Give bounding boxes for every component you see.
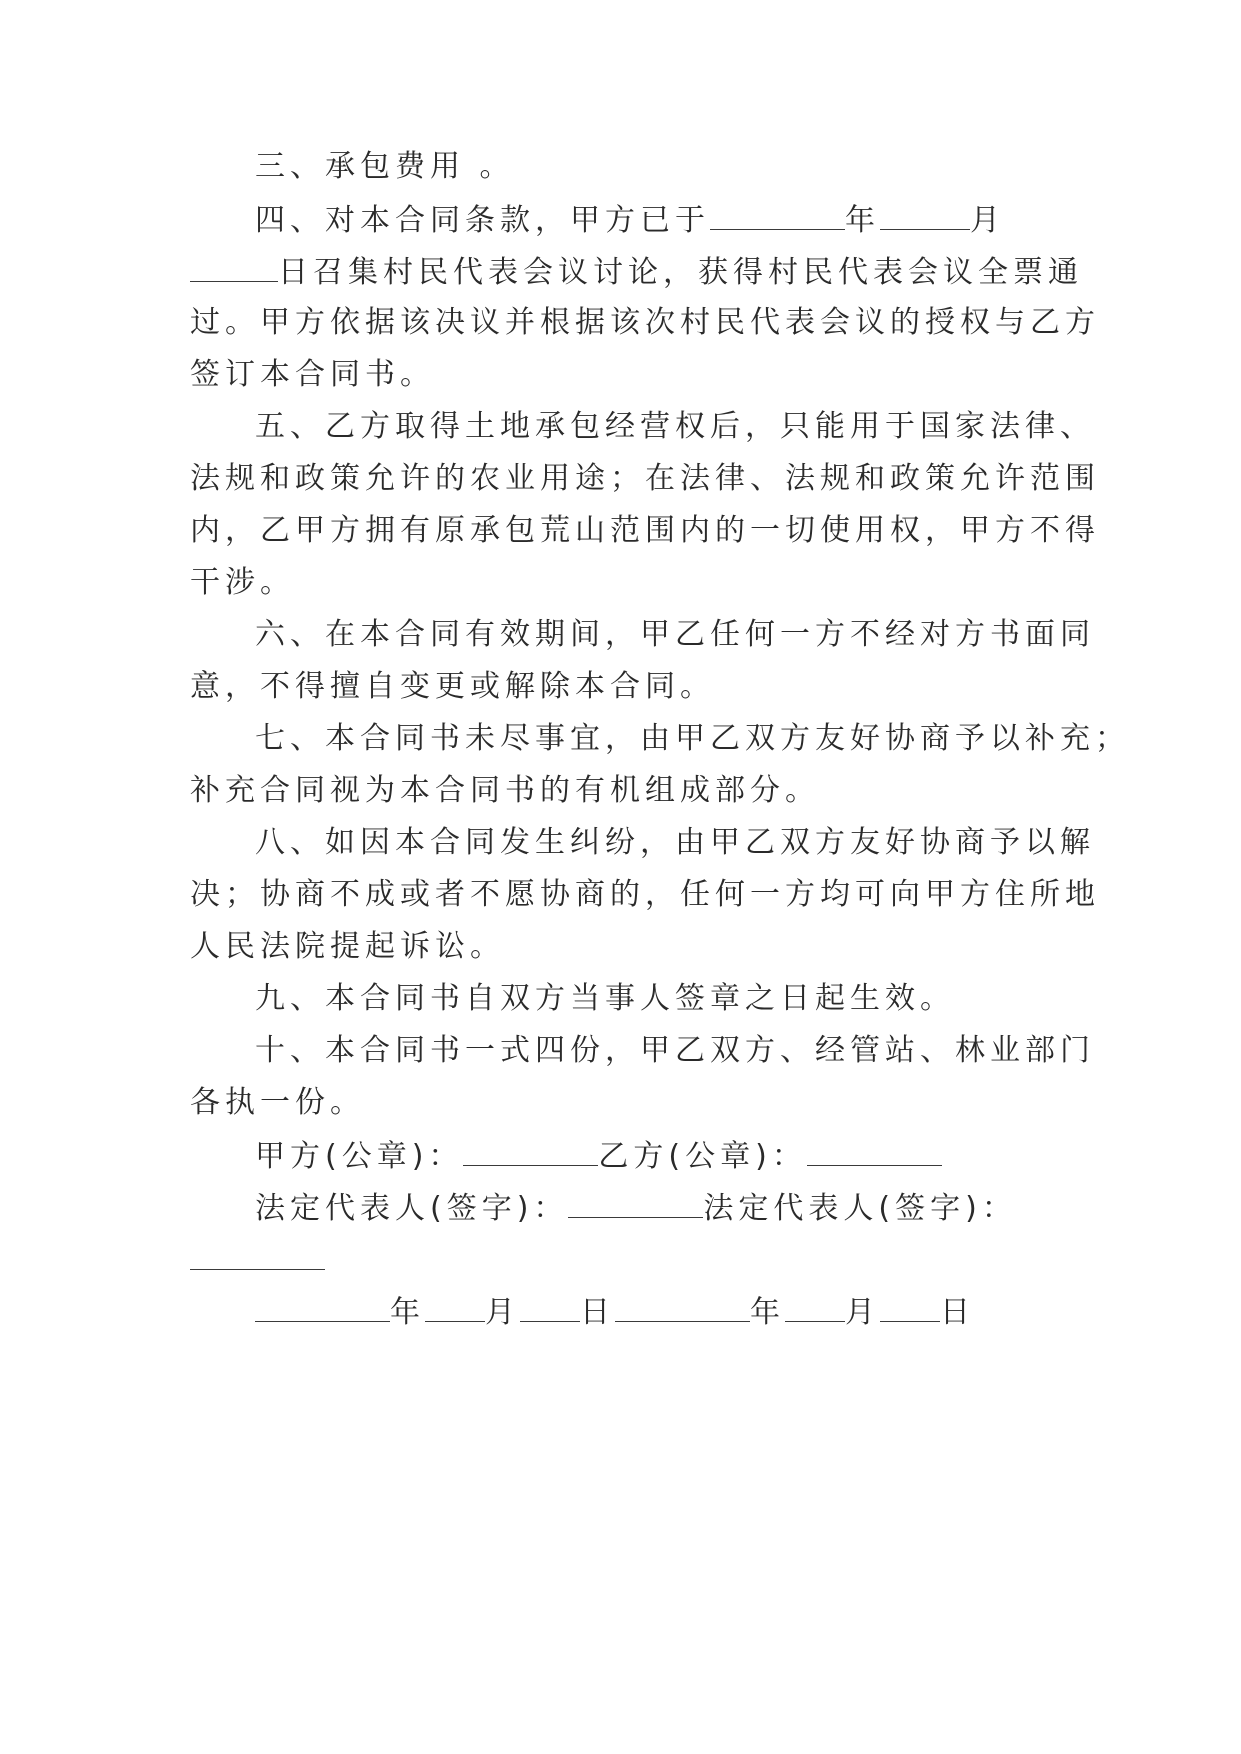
date-year-blank[interactable] xyxy=(710,199,845,230)
clause-5-line-4: 干涉。 xyxy=(190,565,295,600)
party-b-seal-label: 乙方(公章)： xyxy=(598,1139,807,1174)
clause-4-line-2: 日召集村民代表会议讨论，获得村民代表会议全票通 xyxy=(190,251,1070,291)
clause-5-line-1: 五、乙方取得土地承包经营权后，只能用于国家法律、 xyxy=(255,409,1095,444)
clause-9: 九、本合同书自双方当事人签章之日起生效。 xyxy=(255,981,955,1016)
seal-row xyxy=(255,1135,1070,1175)
party-a-seal-label: 甲方(公章)： xyxy=(255,1139,464,1174)
party-b-day-blank[interactable] xyxy=(880,1291,940,1322)
party-b-month-blank[interactable] xyxy=(785,1291,845,1322)
clause-6-line-2: 意，不得擅自变更或解除本合同。 xyxy=(190,669,715,704)
clause-4-line-4: 签订本合同书。 xyxy=(190,357,435,392)
clause-3: 三、承包费用 。 xyxy=(255,149,515,184)
rep-b-signature-blank[interactable] xyxy=(190,1239,325,1270)
party-a-seal-blank[interactable] xyxy=(463,1135,598,1166)
clause-4-line-3: 过。甲方依据该决议并根据该次村民代表会议的授权与乙方 xyxy=(190,305,1100,340)
date-day-blank[interactable] xyxy=(190,251,278,282)
clause-8-line-3: 人民法院提起诉讼。 xyxy=(190,929,505,964)
party-b-seal-blank[interactable] xyxy=(807,1135,942,1166)
rep-a-label: 法定代表人(签字)： xyxy=(255,1191,569,1226)
party-a-month-blank[interactable] xyxy=(425,1291,485,1322)
clause-10-line-1: 十、本合同书一式四份，甲乙双方、经管站、林业部门 xyxy=(255,1033,1095,1068)
rep-a-signature-blank[interactable] xyxy=(568,1187,703,1218)
clause-8-line-2: 决；协商不成或者不愿协商的，任何一方均可向甲方住所地 xyxy=(190,877,1100,912)
party-a-day-blank[interactable] xyxy=(520,1291,580,1322)
clause-5-line-3: 内，乙甲方拥有原承包荒山范围内的一切使用权，甲方不得 xyxy=(190,513,1100,548)
clause-10-line-2: 各执一份。 xyxy=(190,1085,365,1120)
rep-b-label: 法定代表人(签字)： xyxy=(703,1191,1017,1226)
clause-5-line-2: 法规和政策允许的农业用途；在法律、法规和政策允许范围 xyxy=(190,461,1100,496)
clause-7-line-1: 七、本合同书未尽事宜，由甲乙双方友好协商予以补充； xyxy=(255,721,1130,756)
rep-b-signature-row xyxy=(190,1239,1070,1279)
signing-date-row: 年 月 日 年 月 日 xyxy=(255,1291,1070,1331)
party-b-year-blank[interactable] xyxy=(615,1291,750,1322)
date-month-blank[interactable] xyxy=(880,199,970,230)
clause-6-line-1: 六、在本合同有效期间，甲乙任何一方不经对方书面同 xyxy=(255,617,1095,652)
representative-row xyxy=(255,1187,1070,1227)
party-a-year-blank[interactable] xyxy=(255,1291,390,1322)
clause-7-line-2: 补充合同视为本合同书的有机组成部分。 xyxy=(190,773,820,808)
clause-8-line-1: 八、如因本合同发生纠纷，由甲乙双方友好协商予以解 xyxy=(255,825,1095,860)
clause-4-line-1: 四、对本合同条款，甲方已于 年 月 xyxy=(255,199,1070,239)
